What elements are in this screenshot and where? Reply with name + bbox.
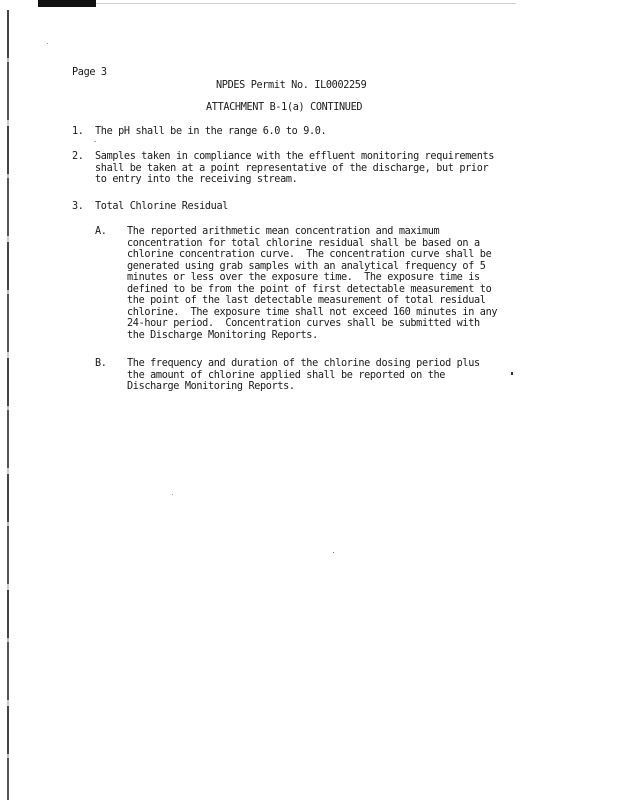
- scan-speck: [47, 43, 48, 44]
- scan-artifact-top-line: [96, 3, 516, 4]
- scan-speck: [511, 372, 513, 375]
- scan-artifact-top-bar: [38, 0, 96, 7]
- item-text-chlorine: Total Chlorine Residual: [95, 201, 229, 212]
- subitem-text-dosing: The frequency and duration of the chlorine dosing period plus the amount of chlorine applied shall be reported on the Discharge Monitoring Reports.: [127, 358, 480, 392]
- item-number: 2.: [72, 151, 84, 162]
- attachment-title: ATTACHMENT B-1(a) CONTINUED: [206, 102, 363, 113]
- item-text-samples: Samples taken in compliance with the effluent monitoring requirements shall be taken at a point representative of the discharge, but prior to entry into the receiving stream.: [95, 151, 495, 185]
- item-number: 1.: [72, 126, 84, 137]
- subitem-letter: B.: [95, 358, 107, 369]
- scan-speck: [94, 141, 96, 143]
- subitem-letter: A.: [95, 226, 107, 237]
- permit-number: NPDES Permit No. IL0002259: [216, 80, 367, 91]
- scan-speck: [172, 494, 173, 495]
- scan-artifact-left-edge: [7, 10, 9, 800]
- item-number: 3.: [72, 201, 84, 212]
- subitem-text-concentration: The reported arithmetic mean concentration and maximum concentration for total chlorine residual shall be based on a chlorine concentration curve. The concentration curve shall be generated using grab samples with an analytical frequency of 5 minutes or less over the exposure time. The exposure time is defined to be from the point of first detectable measurement to the point of the last detectable measurement of total residual chlorine. The exposure time shall not exceed 160 minutes in any 24-hour period. Concentration curves shall be submitted with the Discharge Monitoring Reports.: [127, 226, 498, 341]
- scan-speck: [333, 552, 334, 553]
- item-text-ph: The pH shall be in the range 6.0 to 9.0.: [95, 126, 327, 137]
- page-number: Page 3: [72, 67, 107, 78]
